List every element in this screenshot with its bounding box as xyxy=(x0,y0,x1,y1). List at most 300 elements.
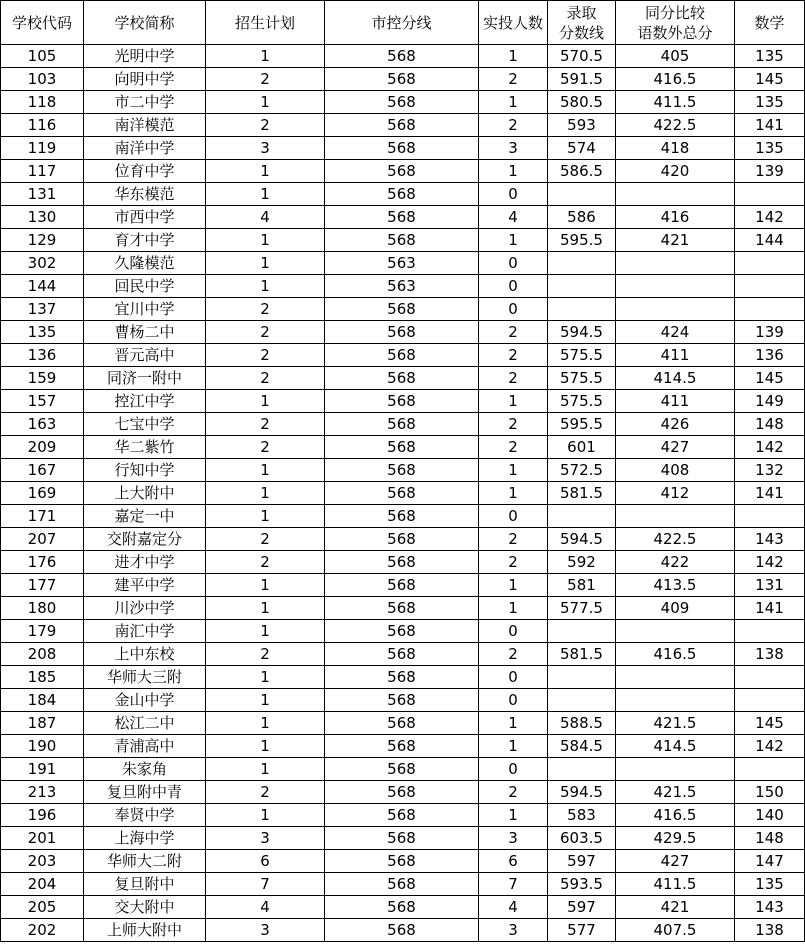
cell-city-control-line: 568 xyxy=(325,505,479,528)
table-row xyxy=(1,873,805,896)
header-school-name: 学校简称 xyxy=(84,1,206,45)
table-row xyxy=(1,597,805,620)
cell-enrollment-plan: 2 xyxy=(206,413,325,436)
cell-tiebreak-total: 422.5 xyxy=(616,528,735,551)
cell-school-name: 青浦高中 xyxy=(84,735,206,758)
cell-admission-score: 594.5 xyxy=(548,781,616,804)
table-row xyxy=(1,459,805,482)
cell-enrollment-plan: 1 xyxy=(206,91,325,114)
cell-school-code: 208 xyxy=(1,643,84,666)
cell-enrollment-plan: 1 xyxy=(206,574,325,597)
cell-admission-score: 588.5 xyxy=(548,712,616,735)
cell-math xyxy=(735,183,805,206)
header-applicant-count: 实投人数 xyxy=(479,1,548,45)
table-row xyxy=(1,850,805,873)
cell-applicant-count: 2 xyxy=(479,528,548,551)
cell-school-name: 嘉定一中 xyxy=(84,505,206,528)
cell-math xyxy=(735,252,805,275)
cell-tiebreak-total: 421 xyxy=(616,229,735,252)
cell-tiebreak-total: 416 xyxy=(616,206,735,229)
cell-school-code: 201 xyxy=(1,827,84,850)
cell-admission-score: 572.5 xyxy=(548,459,616,482)
cell-school-code: 187 xyxy=(1,712,84,735)
cell-admission-score: 575.5 xyxy=(548,390,616,413)
cell-math: 143 xyxy=(735,528,805,551)
cell-city-control-line: 568 xyxy=(325,781,479,804)
cell-school-code: 204 xyxy=(1,873,84,896)
cell-school-code: 117 xyxy=(1,160,84,183)
cell-tiebreak-total xyxy=(616,666,735,689)
cell-applicant-count: 4 xyxy=(479,896,548,919)
cell-applicant-count: 2 xyxy=(479,413,548,436)
cell-city-control-line: 568 xyxy=(325,45,479,68)
cell-applicant-count: 1 xyxy=(479,712,548,735)
cell-admission-score xyxy=(548,252,616,275)
cell-admission-score xyxy=(548,183,616,206)
cell-school-code: 116 xyxy=(1,114,84,137)
header-math: 数学 xyxy=(735,1,805,45)
cell-admission-score: 577 xyxy=(548,919,616,942)
cell-tiebreak-total xyxy=(616,298,735,321)
cell-enrollment-plan: 2 xyxy=(206,781,325,804)
cell-applicant-count: 0 xyxy=(479,275,548,298)
cell-enrollment-plan: 2 xyxy=(206,436,325,459)
cell-school-code: 202 xyxy=(1,919,84,942)
cell-math xyxy=(735,298,805,321)
cell-admission-score: 581 xyxy=(548,574,616,597)
table-row xyxy=(1,252,805,275)
cell-applicant-count: 2 xyxy=(479,321,548,344)
cell-city-control-line: 568 xyxy=(325,574,479,597)
cell-school-code: 135 xyxy=(1,321,84,344)
cell-tiebreak-total: 424 xyxy=(616,321,735,344)
cell-school-code: 177 xyxy=(1,574,84,597)
cell-school-code: 129 xyxy=(1,229,84,252)
cell-tiebreak-total: 421.5 xyxy=(616,781,735,804)
header-tiebreak-total xyxy=(616,1,735,45)
cell-applicant-count: 3 xyxy=(479,137,548,160)
cell-school-code: 157 xyxy=(1,390,84,413)
cell-math: 144 xyxy=(735,229,805,252)
cell-admission-score: 595.5 xyxy=(548,229,616,252)
cell-school-code: 213 xyxy=(1,781,84,804)
cell-tiebreak-total xyxy=(616,275,735,298)
cell-school-code: 167 xyxy=(1,459,84,482)
cell-math: 142 xyxy=(735,206,805,229)
cell-tiebreak-total: 411.5 xyxy=(616,873,735,896)
table-row xyxy=(1,505,805,528)
cell-city-control-line: 568 xyxy=(325,321,479,344)
header-admission-score-line1: 录取 xyxy=(566,3,597,22)
cell-school-code: 191 xyxy=(1,758,84,781)
cell-tiebreak-total: 409 xyxy=(616,597,735,620)
table-row xyxy=(1,229,805,252)
cell-enrollment-plan: 3 xyxy=(206,827,325,850)
cell-admission-score: 574 xyxy=(548,137,616,160)
cell-enrollment-plan: 6 xyxy=(206,850,325,873)
cell-applicant-count: 2 xyxy=(479,367,548,390)
cell-tiebreak-total: 420 xyxy=(616,160,735,183)
cell-city-control-line: 568 xyxy=(325,804,479,827)
cell-tiebreak-total: 427 xyxy=(616,850,735,873)
cell-school-name: 同济一附中 xyxy=(84,367,206,390)
cell-enrollment-plan: 1 xyxy=(206,666,325,689)
table-row xyxy=(1,321,805,344)
cell-school-name: 朱家角 xyxy=(84,758,206,781)
cell-math: 142 xyxy=(735,735,805,758)
table-row xyxy=(1,574,805,597)
cell-enrollment-plan: 2 xyxy=(206,344,325,367)
table-row xyxy=(1,735,805,758)
cell-enrollment-plan: 2 xyxy=(206,68,325,91)
cell-applicant-count: 1 xyxy=(479,390,548,413)
header-admission-score xyxy=(548,1,616,45)
cell-city-control-line: 568 xyxy=(325,896,479,919)
cell-applicant-count: 0 xyxy=(479,689,548,712)
header-tiebreak-total-line1: 同分比较 xyxy=(644,3,705,22)
cell-math: 131 xyxy=(735,574,805,597)
cell-math: 148 xyxy=(735,827,805,850)
table-row xyxy=(1,390,805,413)
cell-math xyxy=(735,758,805,781)
cell-math: 150 xyxy=(735,781,805,804)
table-row xyxy=(1,528,805,551)
cell-admission-score xyxy=(548,689,616,712)
cell-applicant-count: 2 xyxy=(479,436,548,459)
cell-tiebreak-total: 426 xyxy=(616,413,735,436)
cell-applicant-count: 3 xyxy=(479,919,548,942)
cell-school-name: 七宝中学 xyxy=(84,413,206,436)
cell-applicant-count: 0 xyxy=(479,505,548,528)
cell-applicant-count: 2 xyxy=(479,114,548,137)
cell-tiebreak-total: 416.5 xyxy=(616,68,735,91)
cell-tiebreak-total xyxy=(616,689,735,712)
cell-enrollment-plan: 4 xyxy=(206,206,325,229)
cell-school-code: 196 xyxy=(1,804,84,827)
cell-enrollment-plan: 1 xyxy=(206,712,325,735)
cell-admission-score xyxy=(548,298,616,321)
cell-math: 135 xyxy=(735,873,805,896)
cell-applicant-count: 3 xyxy=(479,827,548,850)
cell-enrollment-plan: 1 xyxy=(206,275,325,298)
cell-city-control-line: 568 xyxy=(325,597,479,620)
cell-tiebreak-total: 414.5 xyxy=(616,735,735,758)
cell-city-control-line: 568 xyxy=(325,436,479,459)
table-row xyxy=(1,482,805,505)
table-row xyxy=(1,344,805,367)
cell-school-name: 交附嘉定分 xyxy=(84,528,206,551)
table-row xyxy=(1,206,805,229)
cell-tiebreak-total xyxy=(616,505,735,528)
cell-tiebreak-total xyxy=(616,620,735,643)
cell-math: 142 xyxy=(735,436,805,459)
cell-school-name: 市二中学 xyxy=(84,91,206,114)
cell-school-code: 119 xyxy=(1,137,84,160)
cell-enrollment-plan: 1 xyxy=(206,620,325,643)
cell-math: 148 xyxy=(735,413,805,436)
cell-enrollment-plan: 2 xyxy=(206,643,325,666)
table-row xyxy=(1,275,805,298)
cell-math: 138 xyxy=(735,643,805,666)
cell-applicant-count: 4 xyxy=(479,206,548,229)
cell-applicant-count: 1 xyxy=(479,91,548,114)
cell-enrollment-plan: 1 xyxy=(206,160,325,183)
cell-admission-score: 584.5 xyxy=(548,735,616,758)
cell-school-name: 光明中学 xyxy=(84,45,206,68)
cell-school-name: 华二紫竹 xyxy=(84,436,206,459)
cell-applicant-count: 2 xyxy=(479,551,548,574)
cell-school-code: 180 xyxy=(1,597,84,620)
cell-school-code: 105 xyxy=(1,45,84,68)
cell-city-control-line: 568 xyxy=(325,873,479,896)
table-row xyxy=(1,551,805,574)
cell-school-code: 118 xyxy=(1,91,84,114)
cell-school-code: 302 xyxy=(1,252,84,275)
cell-enrollment-plan: 3 xyxy=(206,919,325,942)
cell-city-control-line: 568 xyxy=(325,735,479,758)
cell-enrollment-plan: 2 xyxy=(206,298,325,321)
cell-enrollment-plan: 2 xyxy=(206,367,325,390)
cell-math: 135 xyxy=(735,137,805,160)
cell-school-name: 南汇中学 xyxy=(84,620,206,643)
cell-math: 135 xyxy=(735,45,805,68)
cell-school-code: 205 xyxy=(1,896,84,919)
cell-school-code: 169 xyxy=(1,482,84,505)
cell-admission-score: 570.5 xyxy=(548,45,616,68)
cell-admission-score: 594.5 xyxy=(548,321,616,344)
cell-city-control-line: 568 xyxy=(325,68,479,91)
header-enrollment-plan: 招生计划 xyxy=(206,1,325,45)
cell-school-name: 上海中学 xyxy=(84,827,206,850)
cell-enrollment-plan: 1 xyxy=(206,183,325,206)
cell-applicant-count: 0 xyxy=(479,183,548,206)
cell-school-name: 向明中学 xyxy=(84,68,206,91)
cell-school-name: 交大附中 xyxy=(84,896,206,919)
cell-school-name: 久隆模范 xyxy=(84,252,206,275)
table-row xyxy=(1,160,805,183)
cell-tiebreak-total: 407.5 xyxy=(616,919,735,942)
cell-school-name: 控江中学 xyxy=(84,390,206,413)
cell-tiebreak-total: 408 xyxy=(616,459,735,482)
cell-admission-score: 591.5 xyxy=(548,68,616,91)
cell-admission-score: 581.5 xyxy=(548,482,616,505)
cell-city-control-line: 568 xyxy=(325,390,479,413)
cell-tiebreak-total: 421 xyxy=(616,896,735,919)
cell-enrollment-plan: 3 xyxy=(206,137,325,160)
cell-school-code: 190 xyxy=(1,735,84,758)
cell-admission-score xyxy=(548,505,616,528)
cell-applicant-count: 2 xyxy=(479,643,548,666)
cell-city-control-line: 568 xyxy=(325,919,479,942)
cell-enrollment-plan: 7 xyxy=(206,873,325,896)
cell-school-code: 103 xyxy=(1,68,84,91)
cell-tiebreak-total: 422 xyxy=(616,551,735,574)
cell-math: 140 xyxy=(735,804,805,827)
cell-applicant-count: 6 xyxy=(479,850,548,873)
cell-tiebreak-total: 416.5 xyxy=(616,804,735,827)
cell-admission-score: 586.5 xyxy=(548,160,616,183)
cell-enrollment-plan: 1 xyxy=(206,735,325,758)
table-row xyxy=(1,45,805,68)
table-row xyxy=(1,896,805,919)
cell-tiebreak-total: 411 xyxy=(616,344,735,367)
cell-admission-score: 577.5 xyxy=(548,597,616,620)
cell-school-name: 市西中学 xyxy=(84,206,206,229)
cell-city-control-line: 568 xyxy=(325,114,479,137)
cell-school-code: 137 xyxy=(1,298,84,321)
cell-city-control-line: 568 xyxy=(325,459,479,482)
table-row xyxy=(1,643,805,666)
cell-applicant-count: 1 xyxy=(479,229,548,252)
cell-admission-score: 583 xyxy=(548,804,616,827)
cell-admission-score: 581.5 xyxy=(548,643,616,666)
cell-tiebreak-total xyxy=(616,252,735,275)
cell-city-control-line: 568 xyxy=(325,137,479,160)
cell-city-control-line: 568 xyxy=(325,643,479,666)
cell-school-code: 207 xyxy=(1,528,84,551)
cell-applicant-count: 2 xyxy=(479,68,548,91)
cell-city-control-line: 568 xyxy=(325,413,479,436)
cell-admission-score: 580.5 xyxy=(548,91,616,114)
cell-applicant-count: 1 xyxy=(479,459,548,482)
cell-admission-score: 593 xyxy=(548,114,616,137)
cell-enrollment-plan: 1 xyxy=(206,229,325,252)
header-tiebreak-total-line2: 语数外总分 xyxy=(637,23,713,42)
cell-applicant-count: 7 xyxy=(479,873,548,896)
cell-math: 141 xyxy=(735,114,805,137)
cell-applicant-count: 2 xyxy=(479,344,548,367)
table-row xyxy=(1,413,805,436)
table-row xyxy=(1,436,805,459)
cell-tiebreak-total: 422.5 xyxy=(616,114,735,137)
cell-applicant-count: 1 xyxy=(479,804,548,827)
cell-enrollment-plan: 1 xyxy=(206,804,325,827)
cell-tiebreak-total: 418 xyxy=(616,137,735,160)
cell-school-code: 136 xyxy=(1,344,84,367)
cell-math: 149 xyxy=(735,390,805,413)
cell-math: 143 xyxy=(735,896,805,919)
cell-enrollment-plan: 1 xyxy=(206,597,325,620)
cell-enrollment-plan: 1 xyxy=(206,390,325,413)
cell-school-name: 行知中学 xyxy=(84,459,206,482)
cell-tiebreak-total: 416.5 xyxy=(616,643,735,666)
header-school-code: 学校代码 xyxy=(1,1,84,45)
table-row xyxy=(1,68,805,91)
table-row xyxy=(1,804,805,827)
cell-enrollment-plan: 1 xyxy=(206,459,325,482)
cell-applicant-count: 1 xyxy=(479,45,548,68)
cell-city-control-line: 568 xyxy=(325,551,479,574)
cell-school-code: 130 xyxy=(1,206,84,229)
cell-school-code: 209 xyxy=(1,436,84,459)
cell-enrollment-plan: 4 xyxy=(206,896,325,919)
cell-school-code: 176 xyxy=(1,551,84,574)
cell-math: 136 xyxy=(735,344,805,367)
cell-school-code: 203 xyxy=(1,850,84,873)
cell-school-name: 上大附中 xyxy=(84,482,206,505)
cell-enrollment-plan: 2 xyxy=(206,551,325,574)
cell-math: 139 xyxy=(735,321,805,344)
cell-city-control-line: 568 xyxy=(325,758,479,781)
cell-applicant-count: 0 xyxy=(479,252,548,275)
cell-school-name: 川沙中学 xyxy=(84,597,206,620)
cell-city-control-line: 568 xyxy=(325,850,479,873)
cell-city-control-line: 568 xyxy=(325,666,479,689)
cell-enrollment-plan: 1 xyxy=(206,482,325,505)
cell-math xyxy=(735,689,805,712)
cell-school-name: 松江二中 xyxy=(84,712,206,735)
cell-tiebreak-total xyxy=(616,183,735,206)
cell-math: 147 xyxy=(735,850,805,873)
cell-math: 141 xyxy=(735,482,805,505)
cell-tiebreak-total: 427 xyxy=(616,436,735,459)
cell-school-code: 159 xyxy=(1,367,84,390)
cell-city-control-line: 568 xyxy=(325,160,479,183)
cell-school-code: 144 xyxy=(1,275,84,298)
cell-city-control-line: 568 xyxy=(325,712,479,735)
cell-admission-score xyxy=(548,758,616,781)
cell-school-code: 185 xyxy=(1,666,84,689)
cell-city-control-line: 563 xyxy=(325,275,479,298)
header-admission-score-line2: 分数线 xyxy=(558,23,604,42)
cell-applicant-count: 0 xyxy=(479,620,548,643)
cell-tiebreak-total xyxy=(616,758,735,781)
cell-school-name: 晋元高中 xyxy=(84,344,206,367)
cell-admission-score: 597 xyxy=(548,896,616,919)
cell-enrollment-plan: 2 xyxy=(206,528,325,551)
cell-applicant-count: 1 xyxy=(479,482,548,505)
cell-enrollment-plan: 1 xyxy=(206,758,325,781)
cell-school-name: 华师大三附 xyxy=(84,666,206,689)
cell-admission-score: 603.5 xyxy=(548,827,616,850)
cell-admission-score: 575.5 xyxy=(548,344,616,367)
cell-city-control-line: 568 xyxy=(325,827,479,850)
cell-admission-score: 575.5 xyxy=(548,367,616,390)
cell-school-name: 曹杨二中 xyxy=(84,321,206,344)
cell-applicant-count: 0 xyxy=(479,758,548,781)
cell-school-name: 建平中学 xyxy=(84,574,206,597)
table-row xyxy=(1,758,805,781)
table-row xyxy=(1,620,805,643)
table-row xyxy=(1,781,805,804)
cell-admission-score: 595.5 xyxy=(548,413,616,436)
table-row xyxy=(1,367,805,390)
cell-math: 141 xyxy=(735,597,805,620)
cell-school-name: 华东模范 xyxy=(84,183,206,206)
cell-math xyxy=(735,666,805,689)
cell-math: 145 xyxy=(735,367,805,390)
cell-enrollment-plan: 1 xyxy=(206,252,325,275)
table-row xyxy=(1,919,805,942)
table-row xyxy=(1,298,805,321)
cell-city-control-line: 568 xyxy=(325,528,479,551)
cell-admission-score xyxy=(548,620,616,643)
table-row xyxy=(1,183,805,206)
cell-city-control-line: 568 xyxy=(325,482,479,505)
cell-applicant-count: 1 xyxy=(479,160,548,183)
cell-math xyxy=(735,505,805,528)
cell-school-code: 163 xyxy=(1,413,84,436)
cell-admission-score: 594.5 xyxy=(548,528,616,551)
cell-city-control-line: 568 xyxy=(325,183,479,206)
cell-math: 138 xyxy=(735,919,805,942)
cell-city-control-line: 568 xyxy=(325,689,479,712)
cell-enrollment-plan: 2 xyxy=(206,114,325,137)
cell-math: 142 xyxy=(735,551,805,574)
table-row xyxy=(1,689,805,712)
cell-school-name: 奉贤中学 xyxy=(84,804,206,827)
cell-tiebreak-total: 411 xyxy=(616,390,735,413)
